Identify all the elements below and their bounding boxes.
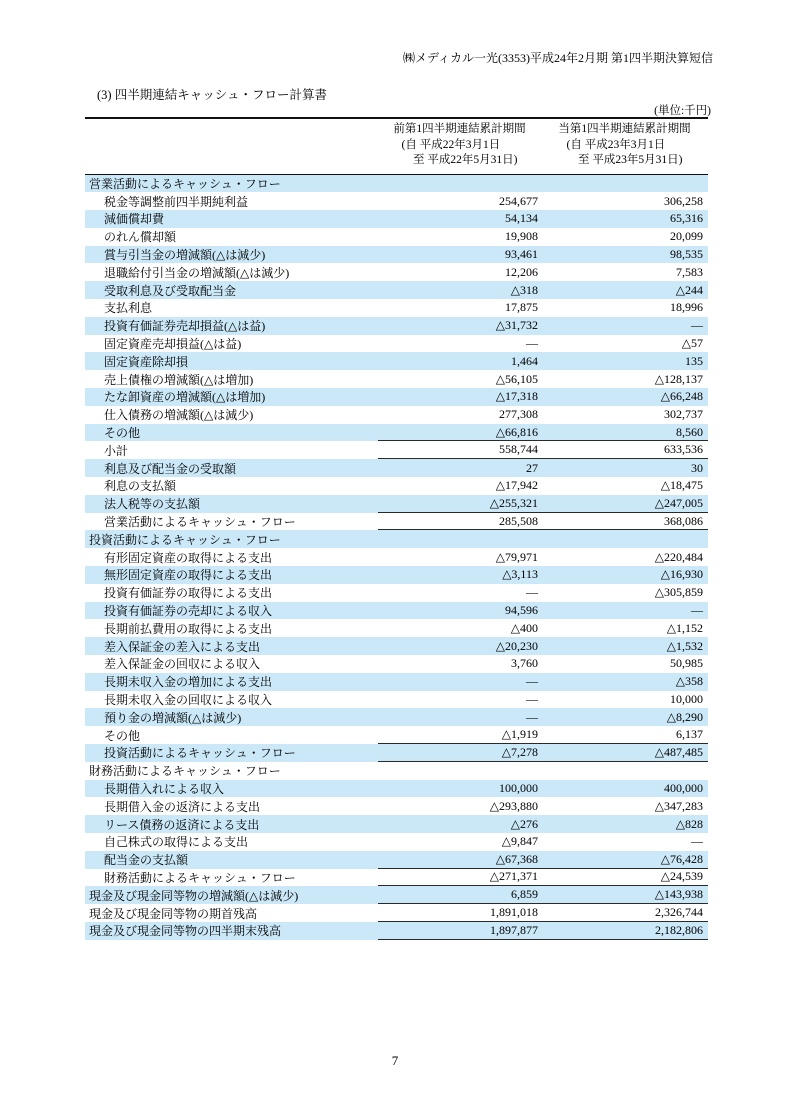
prev-period-value: 94,596	[505, 603, 538, 618]
row-label: 投資有価証券売却損益(△は益)	[104, 319, 266, 334]
prev-period-value: △66,816	[495, 424, 538, 439]
table-row	[85, 815, 708, 833]
curr-period-value: △220,484	[654, 549, 703, 564]
curr-period-value: △1,152	[666, 620, 703, 635]
table-row	[85, 602, 708, 620]
prev-period-value: 54,134	[505, 211, 538, 226]
prev-period-value: △31,732	[495, 318, 538, 333]
row-label: たな卸資産の増減額(△は増加)	[104, 390, 266, 405]
doc-header-text: ㈱メディカル一光(3353)平成24年2月期 第1四半期決算短信	[402, 51, 713, 65]
row-values	[378, 192, 708, 210]
row-label: 財務活動によるキャッシュ・フロー	[104, 870, 296, 885]
curr-period-value: 135	[685, 353, 703, 368]
row-label: 仕入債務の増減額(△は減少)	[104, 408, 254, 423]
row-values	[378, 922, 708, 940]
table-row	[85, 655, 708, 673]
row-label: 固定資産売却損益(△は益)	[104, 337, 242, 352]
table-body	[85, 175, 708, 940]
curr-period-value: 633,536	[664, 442, 703, 457]
table-row	[85, 548, 708, 566]
curr-period-value: △347,283	[654, 798, 703, 813]
curr-period-value: 400,000	[664, 780, 703, 795]
table-row	[85, 851, 708, 869]
col-header-date-to: 至 平成22年5月31日)	[413, 154, 518, 166]
curr-period-value: △18,475	[660, 478, 703, 493]
table-row	[85, 228, 708, 246]
row-values	[378, 352, 708, 370]
prev-period-value: 6,859	[511, 887, 538, 902]
curr-period-value: △244	[675, 282, 703, 297]
table-row	[85, 210, 708, 228]
row-values	[378, 246, 708, 264]
row-values	[378, 424, 708, 442]
table-row	[85, 513, 708, 531]
row-values	[378, 584, 708, 602]
curr-period-value: △76,428	[660, 851, 703, 866]
row-label: 受取利息及び受取配当金	[104, 283, 237, 298]
row-label: 長期未収入金の回収による収入	[104, 693, 273, 707]
row-label: 無形固定資産の取得による支出	[104, 568, 273, 583]
prev-period-value: △293,880	[489, 798, 538, 813]
table-row	[85, 726, 708, 744]
curr-period-value: 2,326,744	[655, 905, 703, 920]
curr-period-value: 8,560	[676, 424, 703, 439]
cash-flow-table	[85, 117, 708, 940]
curr-period-value: ―	[691, 603, 703, 618]
row-values	[378, 370, 708, 388]
curr-period-value: △24,539	[660, 869, 703, 884]
prev-period-value: 285,508	[499, 513, 538, 528]
table-row	[85, 780, 708, 798]
curr-period-value: △247,005	[654, 495, 703, 510]
row-values	[378, 673, 708, 691]
table-row	[85, 566, 708, 584]
row-values	[378, 602, 708, 620]
table-row	[85, 406, 708, 424]
prev-period-value: △255,321	[489, 495, 538, 510]
row-values	[378, 691, 708, 709]
prev-period-value: 27	[526, 460, 538, 475]
prev-period-value: 558,744	[499, 442, 538, 457]
table-row	[85, 619, 708, 637]
table-row	[85, 335, 708, 353]
prev-period-value: 254,677	[499, 193, 538, 208]
curr-period-value: 50,985	[670, 656, 703, 671]
row-label: 小計	[104, 443, 129, 458]
section-title: (3) 四半期連結キャッシュ・フロー計算書	[97, 88, 327, 102]
row-label: 自己株式の取得による支出	[104, 835, 249, 850]
curr-period-value: △57	[681, 336, 703, 351]
row-values	[378, 762, 708, 780]
row-values	[378, 263, 708, 281]
curr-period-value: 18,996	[670, 300, 703, 315]
row-label: 税金等調整前四半期純利益	[104, 194, 249, 209]
table-row	[85, 281, 708, 299]
curr-period-value: 30	[691, 460, 703, 475]
prev-period-value: △79,971	[495, 549, 538, 564]
curr-period-value: 98,535	[670, 247, 703, 262]
row-values	[378, 281, 708, 299]
prev-period-value: ―	[526, 585, 538, 600]
row-label: 投資活動によるキャッシュ・フロー	[104, 746, 296, 761]
row-label: のれん償却額	[104, 230, 177, 245]
prev-period-value: △20,230	[495, 638, 538, 653]
curr-period-value: △305,859	[654, 585, 703, 600]
row-values	[378, 477, 708, 495]
row-values	[378, 175, 708, 193]
table-row	[85, 495, 708, 513]
row-values	[378, 228, 708, 246]
row-label: 投資有価証券の売却による収入	[104, 604, 273, 619]
curr-period-value: 306,258	[664, 193, 703, 208]
row-label: 配当金の支払額	[104, 853, 189, 868]
col-header-previous-period	[378, 122, 541, 169]
prev-period-value: △271,371	[489, 869, 538, 884]
col-header-current-period	[541, 122, 708, 169]
row-values	[378, 744, 708, 762]
table-row	[85, 691, 708, 709]
curr-period-value: △358	[675, 674, 703, 689]
row-label: 減価償却費	[104, 212, 165, 227]
row-values	[378, 548, 708, 566]
col-header-title: 当第1四半期連結累計期間	[558, 123, 691, 135]
row-values	[378, 619, 708, 637]
row-values	[378, 851, 708, 869]
table-row	[85, 869, 708, 887]
row-values	[378, 655, 708, 673]
table-row	[85, 175, 708, 193]
row-label: 法人税等の支払額	[104, 497, 201, 512]
table-row	[85, 477, 708, 495]
row-values	[378, 530, 708, 548]
col-header-date-from: (自 平成23年3月1日	[566, 138, 666, 151]
row-values	[378, 513, 708, 531]
table-row	[85, 246, 708, 264]
row-values	[378, 869, 708, 887]
row-label: 売上債権の増減額(△は増加)	[104, 372, 254, 387]
curr-period-value: ―	[691, 834, 703, 849]
row-label: 現金及び現金同等物の四半期末残高	[89, 924, 282, 939]
prev-period-value: ―	[526, 692, 538, 706]
table-row	[85, 530, 708, 548]
curr-period-value: △128,137	[654, 371, 703, 386]
prev-period-value: △318	[510, 282, 538, 297]
table-row	[85, 299, 708, 317]
row-values	[378, 210, 708, 228]
row-values	[378, 406, 708, 424]
row-values	[378, 566, 708, 584]
curr-period-value: ―	[691, 318, 703, 333]
prev-period-value: △17,318	[495, 389, 538, 404]
table-header	[85, 119, 708, 175]
prev-period-value: ―	[526, 674, 538, 689]
prev-period-value: △400	[510, 620, 538, 635]
table-row	[85, 263, 708, 281]
row-values	[378, 726, 708, 744]
curr-period-value: △143,938	[654, 887, 703, 902]
row-values	[378, 886, 708, 904]
prev-period-value: △1,919	[501, 727, 538, 742]
curr-period-value: 6,137	[676, 727, 703, 742]
prev-period-value: △56,105	[495, 371, 538, 386]
curr-period-value: 7,583	[676, 264, 703, 279]
prev-period-value: 17,875	[505, 300, 538, 315]
prev-period-value: △3,113	[502, 567, 538, 582]
row-label: 差入保証金の回収による収入	[104, 657, 261, 672]
prev-period-value: △7,278	[501, 744, 538, 759]
curr-period-value: 302,737	[664, 407, 703, 422]
prev-period-value: △67,368	[495, 851, 538, 866]
curr-period-value: △1,532	[666, 638, 703, 653]
row-values	[378, 637, 708, 655]
prev-period-value: 3,760	[511, 656, 538, 671]
row-label: 現金及び現金同等物の期首残高	[89, 906, 258, 921]
prev-period-value: 1,897,877	[490, 922, 538, 937]
row-label: 長期借入金の返済による支出	[104, 799, 261, 814]
table-row	[85, 922, 708, 940]
table-row	[85, 388, 708, 406]
table-row	[85, 441, 708, 459]
prev-period-value: 12,206	[505, 264, 538, 279]
row-values	[378, 833, 708, 851]
unit-label: (単位:千円)	[654, 105, 711, 117]
table-row	[85, 317, 708, 335]
row-label: 現金及び現金同等物の増減額(△は減少)	[89, 888, 299, 903]
row-label: 長期借入れによる収入	[104, 781, 225, 796]
row-label: 預り金の増減額(△は減少)	[104, 710, 242, 725]
prev-period-value: 100,000	[499, 780, 538, 795]
row-label: その他	[104, 426, 141, 441]
prev-period-value: ―	[526, 336, 538, 351]
row-label: 長期前払費用の取得による支出	[104, 621, 273, 636]
table-row	[85, 637, 708, 655]
row-values	[378, 441, 708, 459]
row-values	[378, 317, 708, 335]
table-row	[85, 352, 708, 370]
col-header-date-from: (自 平成22年3月1日	[401, 138, 501, 151]
table-row	[85, 584, 708, 602]
row-label: 支払利息	[104, 301, 153, 316]
row-label: 投資活動によるキャッシュ・フロー	[89, 532, 281, 547]
curr-period-value: 20,099	[670, 229, 703, 244]
row-label: 差入保証金の差入による支出	[104, 639, 261, 654]
curr-period-value: 2,182,806	[655, 922, 703, 937]
row-label: 利息及び配当金の受取額	[104, 461, 237, 476]
row-label: 利息の支払額	[104, 479, 177, 494]
row-label: 賞与引当金の増減額(△は減少)	[104, 248, 266, 263]
table-row	[85, 370, 708, 388]
table-row	[85, 904, 708, 922]
prev-period-value: 1,891,018	[490, 905, 538, 920]
row-values	[378, 335, 708, 353]
row-label: 営業活動によるキャッシュ・フロー	[89, 176, 281, 191]
table-row	[85, 833, 708, 851]
curr-period-value: 368,086	[664, 513, 703, 528]
row-label: 投資有価証券の取得による支出	[104, 586, 273, 601]
prev-period-value: 277,308	[499, 407, 538, 422]
row-values	[378, 708, 708, 726]
prev-period-value: 19,908	[505, 229, 538, 244]
row-values	[378, 388, 708, 406]
prev-period-value: 1,464	[511, 353, 538, 368]
row-values	[378, 815, 708, 833]
prev-period-value: △17,942	[495, 478, 538, 493]
prev-period-value: △9,847	[501, 834, 538, 849]
row-label: 財務活動によるキャッシュ・フロー	[89, 764, 281, 779]
curr-period-value: △66,248	[660, 389, 703, 404]
row-values	[378, 459, 708, 477]
row-label: その他	[104, 728, 141, 743]
curr-period-value: 65,316	[670, 211, 703, 226]
col-header-date-to: 至 平成23年5月31日)	[578, 154, 683, 166]
curr-period-value: △828	[675, 816, 703, 831]
row-values	[378, 780, 708, 798]
table-row	[85, 797, 708, 815]
col-header-title: 前第1四半期連結累計期間	[393, 123, 526, 135]
table-row	[85, 762, 708, 780]
curr-period-value: △16,930	[660, 567, 703, 582]
col-header-dates	[402, 138, 518, 169]
table-row	[85, 192, 708, 210]
table-row	[85, 744, 708, 762]
curr-period-value: 10,000	[670, 692, 703, 706]
table-row	[85, 886, 708, 904]
row-label: 長期未収入金の増加による支出	[104, 675, 273, 690]
row-label: 有形固定資産の取得による支出	[104, 550, 273, 565]
row-label: 固定資産除却損	[104, 354, 189, 369]
page-number: 7	[391, 1053, 399, 1068]
row-values	[378, 904, 708, 922]
prev-period-value: ―	[526, 709, 538, 724]
curr-period-value: △487,485	[654, 744, 703, 759]
table-row	[85, 673, 708, 691]
row-label: 営業活動によるキャッシュ・フロー	[104, 515, 296, 530]
row-values	[378, 495, 708, 513]
prev-period-value: 93,461	[505, 247, 538, 262]
row-values	[378, 797, 708, 815]
table-row	[85, 459, 708, 477]
row-label: 退職給付引当金の増減額(△は減少)	[104, 265, 290, 280]
prev-period-value: △276	[510, 816, 538, 831]
col-header-dates	[567, 138, 683, 169]
table-row	[85, 424, 708, 442]
row-values	[378, 299, 708, 317]
curr-period-value: △8,290	[666, 709, 703, 724]
row-label: リース債務の返済による支出	[104, 817, 260, 832]
table-row	[85, 708, 708, 726]
